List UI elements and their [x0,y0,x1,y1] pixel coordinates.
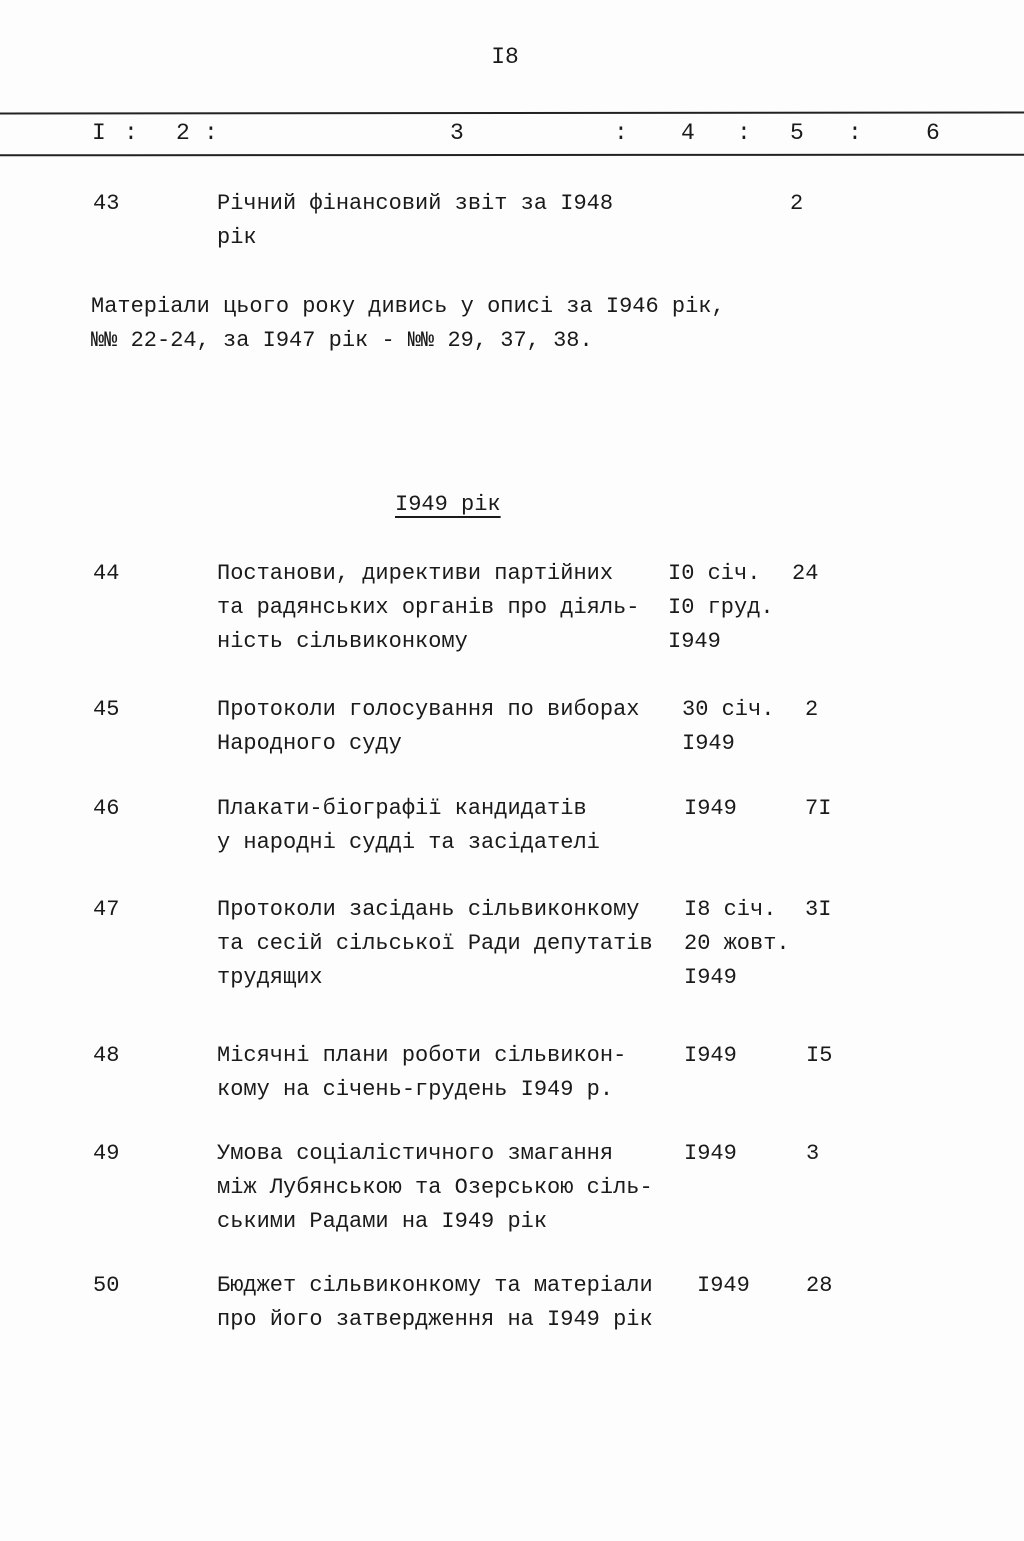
entry-pages: 28 [806,1273,833,1298]
entry-number: 49 [93,1141,120,1166]
entry-number: 45 [93,697,120,722]
entry-number: 48 [93,1043,120,1068]
column-header-3: 3 [450,120,464,146]
entry-title: Постанови, директиви партійних та радянських органів про діяль- ність сільвиконкому [217,561,640,654]
column-header-5: 5 [790,120,804,146]
entry-pages: 24 [792,561,819,586]
entry-title: Протоколи засідань сільвиконкому та сесій сільської Ради депутатів трудящих [217,897,653,990]
entry-title: Протоколи голосування по виборах Народного суду [217,697,640,756]
entry-dates: 30 січ. I949 [682,697,775,756]
column-header-4: 4 [681,120,695,146]
entry-number: 43 [93,191,120,216]
entry-title: Місячні плани роботи сільвикон- кому на січень-грудень I949 р. [217,1043,627,1102]
entry-title: Плакати-біографії кандидатів у народні судді та засідателі [217,796,600,855]
entry-number: 50 [93,1273,120,1298]
page-number: I8 [491,44,519,70]
entry-pages: 3 [806,1141,820,1166]
column-separator: : [848,120,862,146]
column-separator: : [124,120,138,146]
entry-pages: 2 [790,191,804,216]
entry-dates: I949 [684,1141,737,1166]
entry-pages: I5 [806,1043,833,1068]
section-title-year: I949 рік [395,492,501,517]
table-header-top-rule [0,112,1024,115]
entry-dates: I949 [684,796,737,821]
entry-dates: I8 січ. 20 жовт. I949 [684,897,790,990]
entry-title: Бюджет сільвиконкому та матеріали про його затвердження на I949 рік [217,1273,653,1332]
entry-pages: 2 [805,697,819,722]
column-header-2: 2 [176,120,190,146]
column-separator: : [737,120,751,146]
column-separator: : [204,120,218,146]
entry-title: Річний фінансовий звіт за I948 рік [217,191,614,250]
table-header-row [0,120,1024,150]
entry-title: Умова соціалістичного змагання між Лубянською та Озерською сіль- ськими Радами на I949 рік [217,1141,653,1234]
entry-number: 47 [93,897,120,922]
entry-dates: I0 січ. I0 груд. I949 [668,561,774,654]
entry-pages: 3I [805,897,832,922]
column-header-1: I [92,120,106,146]
entry-number: 46 [93,796,120,821]
column-header-6: 6 [926,120,940,146]
table-header-bottom-rule [0,154,1024,156]
entry-dates: I949 [684,1043,737,1068]
entry-number: 44 [93,561,120,586]
column-separator: : [614,120,628,146]
cross-reference-note: Матеріали цього року дивись у описі за I946 рік, №№ 22-24, за I947 рік - №№ 29, 37, 38. [91,294,725,353]
entry-pages: 7I [805,796,832,821]
entry-dates: I949 [697,1273,750,1298]
